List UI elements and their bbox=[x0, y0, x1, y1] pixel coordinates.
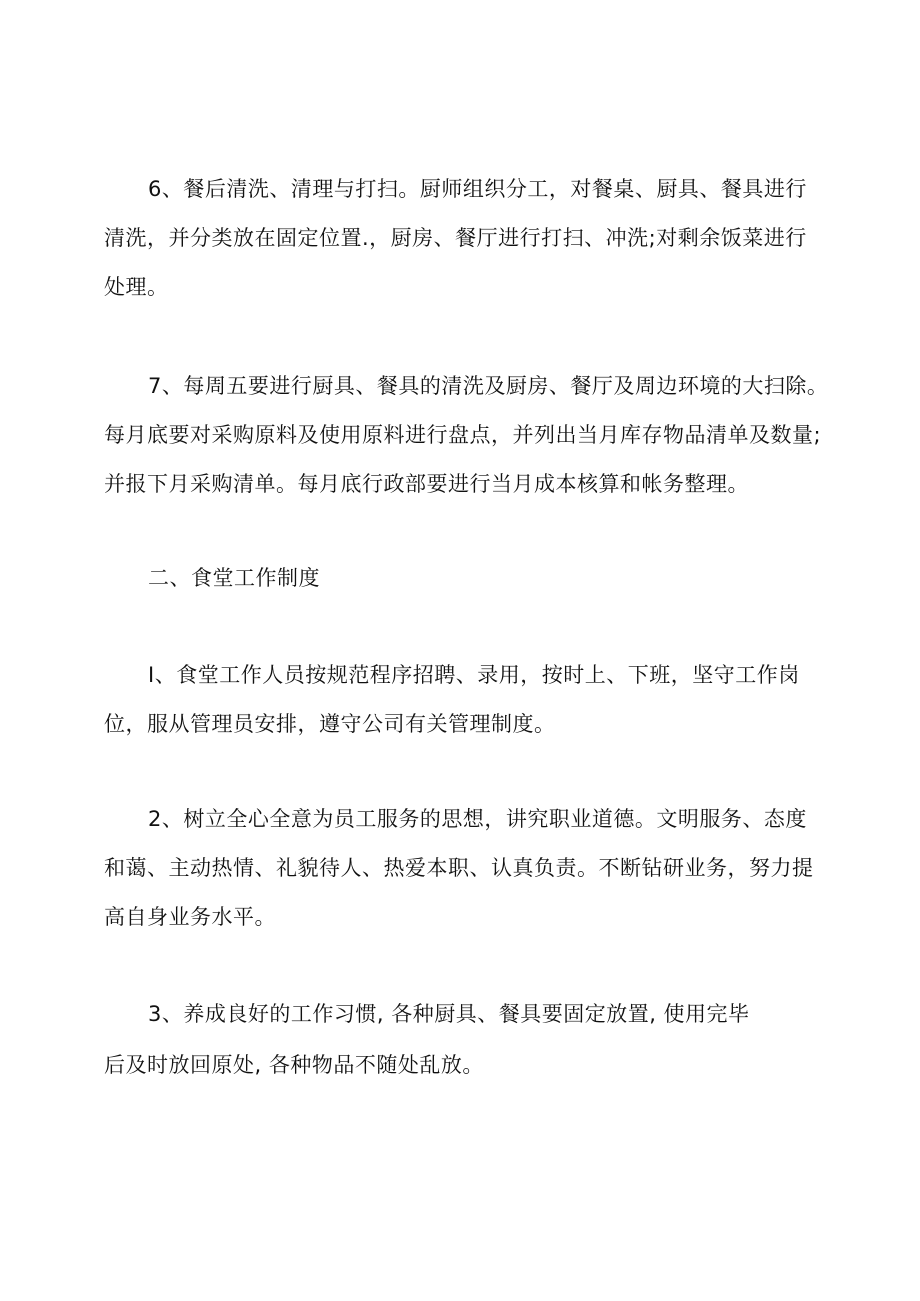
rule-2-line-3: 高自身业务水平。 bbox=[104, 905, 276, 929]
rule-1-line-2: 位，服从管理员安排，遵守公司有关管理制度。 bbox=[104, 712, 556, 736]
paragraph-6-line-1: 6、餐后清洗、清理与打扫。厨师组织分工，对餐桌、厨具、餐具进行 bbox=[148, 177, 807, 201]
paragraph-6-line-3: 处理。 bbox=[104, 275, 169, 299]
rule-2-line-2: 和蔼、主动热情、礼貌待人、热爱本职、认真负责。不断钻研业务，努力提 bbox=[104, 856, 814, 880]
section-heading: 二、食堂工作制度 bbox=[148, 566, 320, 590]
rule-2-line-1: 2、树立全心全意为员工服务的思想，讲究职业道德。文明服务、态度 bbox=[148, 807, 807, 831]
paragraph-7-line-1: 7、每周五要进行厨具、餐具的清洗及厨房、餐厅及周边环境的大扫除。 bbox=[148, 374, 829, 398]
rule-1-line-1: I、食堂工作人员按规范程序招聘、录用，按时上、下班，坚守工作岗 bbox=[148, 663, 800, 687]
rule-3-line-2: 后及时放回原处, 各种物品不随处乱放。 bbox=[104, 1053, 484, 1077]
paragraph-6-line-2: 清洗，并分类放在固定位置.，厨房、餐厅进行打扫、冲洗;对剩余饭菜进行 bbox=[104, 226, 807, 250]
paragraph-7-line-2: 每月底要对采购原料及使用原料进行盘点，并列出当月库存物品清单及数量; bbox=[104, 423, 822, 447]
paragraph-7-line-3: 并报下月采购清单。每月底行政部要进行当月成本核算和帐务整理。 bbox=[104, 472, 749, 496]
rule-3-line-1: 3、养成良好的工作习惯, 各种厨具、餐具要固定放置, 使用完毕 bbox=[148, 1002, 750, 1026]
